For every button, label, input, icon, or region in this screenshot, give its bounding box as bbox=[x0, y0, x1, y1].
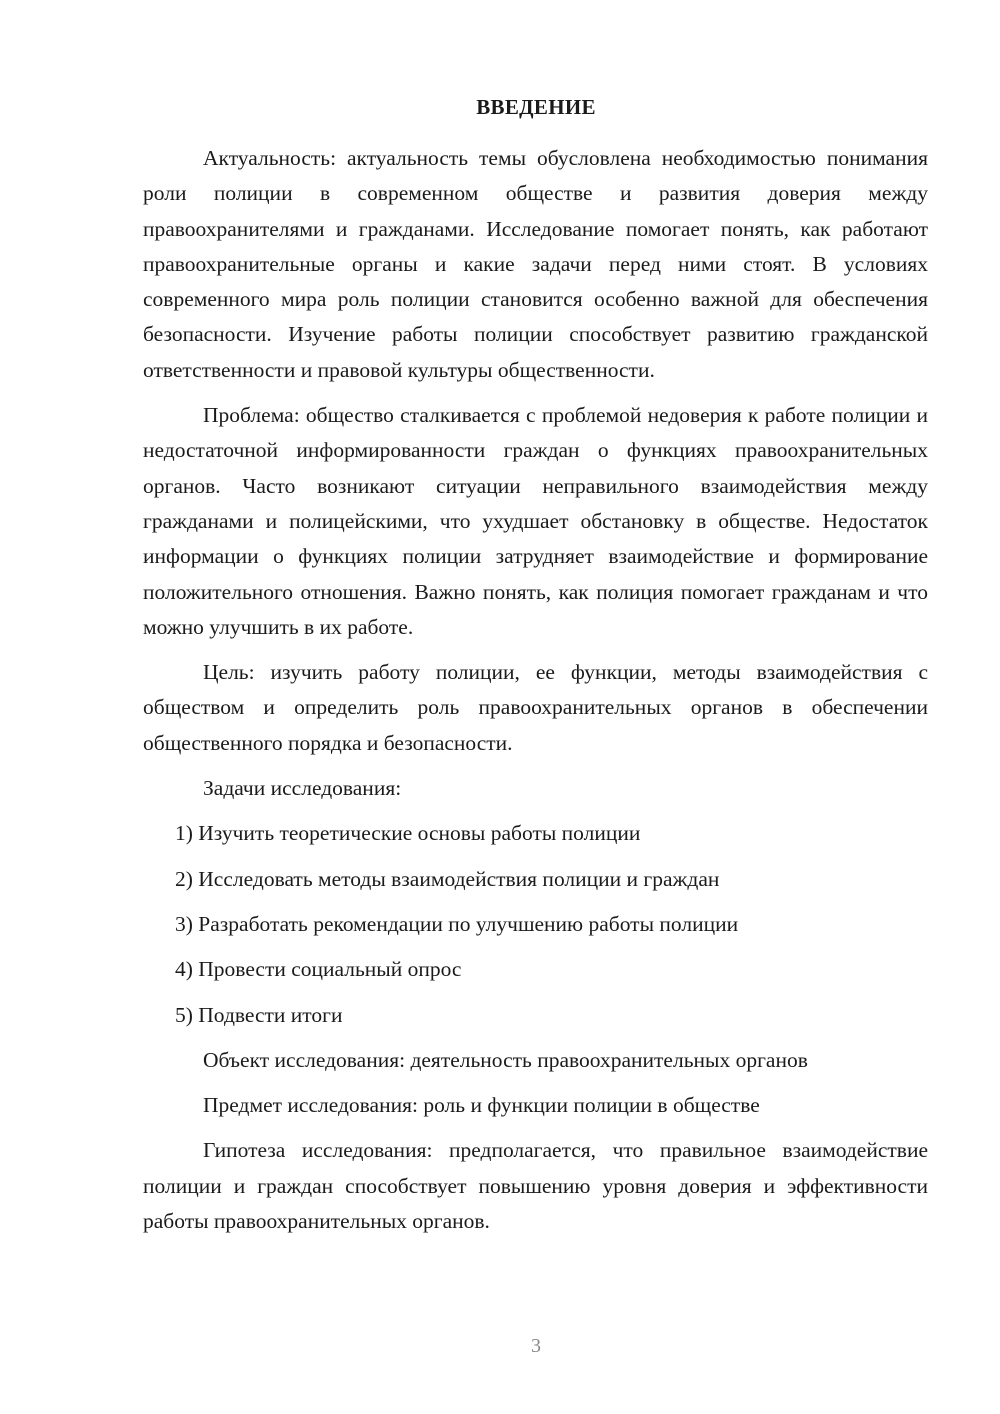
tasks-list bbox=[143, 816, 928, 1032]
list-item: 5) Подвести итоги bbox=[175, 1002, 343, 1027]
page-number: 3 bbox=[531, 1335, 541, 1357]
page-title: ВВЕДЕНИЕ bbox=[476, 95, 596, 119]
list-item: 4) Провести социальный опрос bbox=[175, 957, 462, 982]
list-item: 2) Исследовать методы взаимодействия полиции и граждан bbox=[175, 866, 720, 891]
tasks-heading: Задачи исследования: bbox=[203, 776, 402, 801]
object-paragraph: Объект исследования: деятельность правоохранительных органов bbox=[203, 1047, 808, 1072]
problem-paragraph: Проблема: общество сталкивается с проблемой недоверия к работе полиции и недостаточной информированности граждан о функциях правоохранительных органов. Часто возникают ситуации неправильного взаимодействия между гражданами и полицейскими, что ухудшает обстановку в обществе. Недостаток информации о функциях полиции затрудняет взаимодействие и формирование положительного отношения. Важно понять, как полиция помогает гражданам и что можно улучшить в их работе. bbox=[143, 403, 928, 639]
goal-paragraph: Цель: изучить работу полиции, ее функции, методы взаимодействия с обществом и определить роль правоохранительных органов в обеспечении общественного порядка и безопасности. bbox=[143, 660, 928, 755]
document-body bbox=[143, 141, 928, 1239]
list-item: 3) Разработать рекомендации по улучшению работы полиции bbox=[175, 911, 739, 936]
hypothesis-paragraph: Гипотеза исследования: предполагается, что правильное взаимодействие полиции и граждан способствует повышению уровня доверия и эффективности работы правоохранительных органов. bbox=[143, 1138, 928, 1234]
relevance-paragraph: Актуальность: актуальность темы обусловлена необходимостью понимания роли полиции в современном обществе и развития доверия между правоохранителями и гражданами. Исследование помогает понять, как работают правоохранительные органы и какие задачи перед ними стоят. В условиях современного мира роль полиции становится особенно важной для обеспечения безопасности. Изучение работы полиции способствует развитию гражданской ответственности и правовой культуры общественности. bbox=[143, 146, 928, 382]
subject-paragraph: Предмет исследования: роль и функции полиции в обществе bbox=[203, 1093, 760, 1118]
list-item: 1) Изучить теоретические основы работы полиции bbox=[175, 821, 641, 846]
